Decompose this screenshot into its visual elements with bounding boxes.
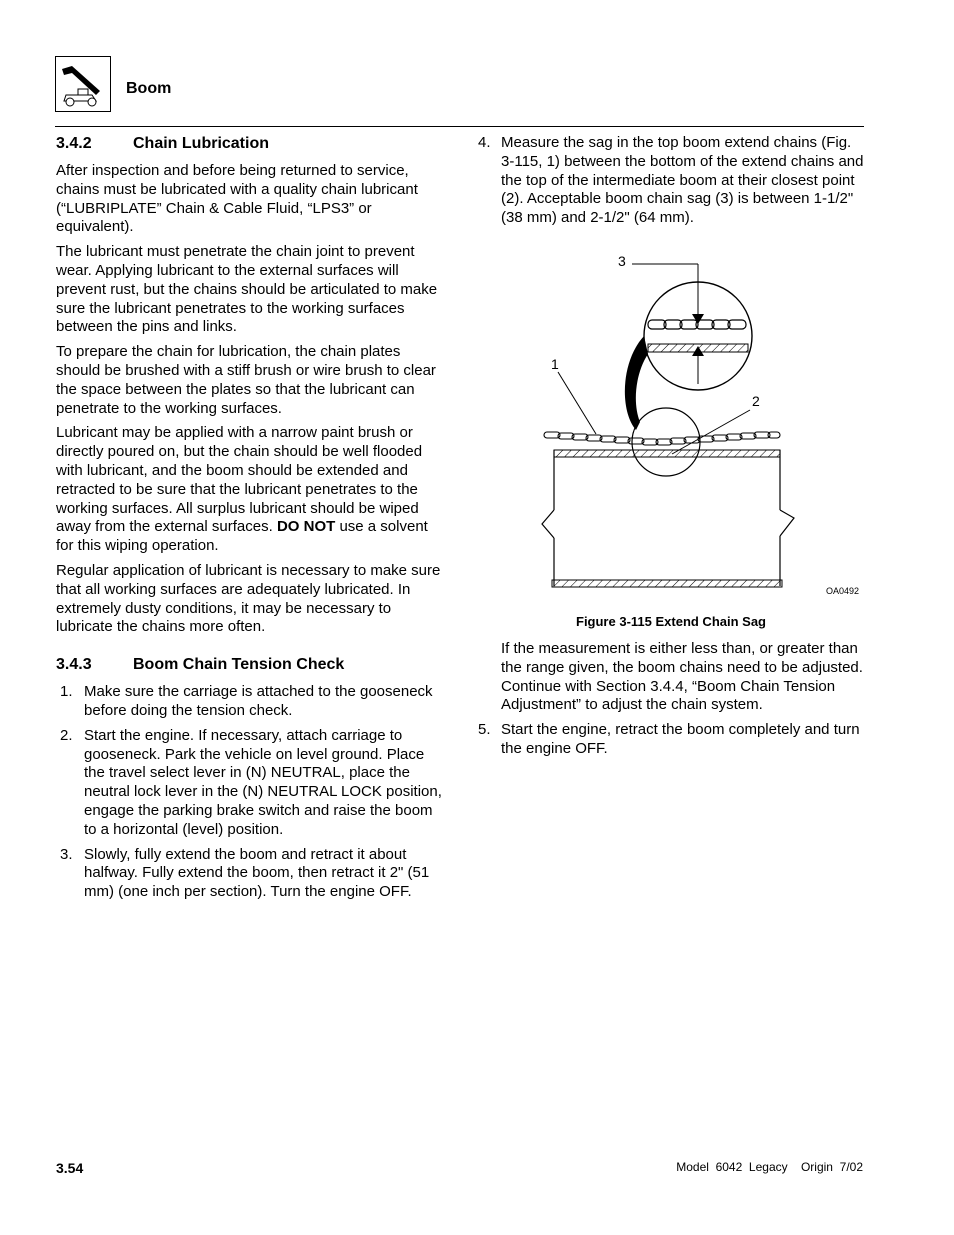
list-text: Measure the sag in the top boom extend chains (Fig. 3-115, 1) between the bottom of the extend chains and the top of the intermediate boom at their closest point (2). Acceptable boom chain sag (3) is between 1-1/2" (38 mm) and 2-1/2" (64 mm). bbox=[501, 134, 864, 227]
paragraph-text: Lubricant may be applied with a narrow paint brush or directly poured on, but the chain should be well flooded with lubricant, and the boom should be extended and retracted to be sure that the lubricant penetrates to the working surfaces. All surplus lubricant should be wiped away from the external surfaces. bbox=[56, 424, 423, 536]
list-text: Start the engine. If necessary, attach carriage to gooseneck. Park the vehicle on level ground. Place the travel select lever in (N) NEUTRAL, place the neutral lock lever in the (N) NEUTRAL LOCK position, engage the parking brake switch and raise the boom to a horizontal (level) position. bbox=[84, 726, 442, 838]
list-number: 3. bbox=[60, 845, 73, 863]
list-item bbox=[56, 727, 446, 840]
paragraph: After inspection and before being returned to service, chains must be lubricated with a quality chain lubricant (“LUBRIPLATE” Chain & Cable Fluid, “LPS3” or equivalent). bbox=[56, 162, 418, 236]
paragraph bbox=[56, 424, 446, 556]
callout-2: 2 bbox=[752, 393, 760, 409]
paragraph: The lubricant must penetrate the chain joint to prevent wear. Applying lubricant to the external surfaces will prevent rust, but the chains should be articulated to make sure the lubricant penetrates to the working surfaces between the pins and links. bbox=[56, 243, 438, 336]
list-number: 4. bbox=[478, 134, 491, 151]
chain-sag-diagram bbox=[540, 252, 865, 602]
callout-1: 1 bbox=[551, 356, 559, 372]
callout-3: 3 bbox=[618, 253, 626, 269]
figure-extend-chain-sag bbox=[540, 252, 865, 602]
list-item bbox=[56, 683, 446, 721]
list-item bbox=[56, 846, 446, 902]
bold-warning: DO NOT bbox=[276, 518, 336, 536]
header-rule bbox=[55, 126, 864, 127]
figure-caption: Figure 3-115 Extend Chain Sag bbox=[576, 614, 766, 629]
list-item bbox=[478, 721, 864, 759]
left-column bbox=[56, 134, 446, 908]
right-column bbox=[478, 134, 864, 228]
paragraph: To prepare the chain for lubrication, the chain plates should be brushed with a stiff brush or wire brush to clear the space between the plates so that the lubricant can penetrate to the working surfaces. bbox=[56, 343, 436, 417]
footer-model: Model 6042 Legacy Origin 7/02 bbox=[676, 1160, 863, 1174]
list-text: Slowly, fully extend the boom and retract it about halfway. Fully extend the boom, then retract it 2" (51 mm) (one inch per section). Turn the engine OFF. bbox=[84, 845, 430, 901]
list-text: Start the engine, retract the boom completely and turn the engine OFF. bbox=[501, 721, 860, 757]
telehandler-icon bbox=[56, 57, 110, 111]
list-number: 2. bbox=[60, 726, 73, 744]
paragraph: Regular application of lubricant is necessary to make sure that all working surfaces are adequately lubricated. In extremely dusty conditions, it may be necessary to lubricate the chains more often. bbox=[56, 561, 441, 636]
paragraph-text: use a solvent for this wiping operation. bbox=[56, 518, 428, 555]
list-number: 1. bbox=[60, 683, 73, 701]
right-column-lower bbox=[478, 640, 864, 759]
section-heading-tension-check bbox=[56, 655, 446, 675]
section-number: 3.4.2 bbox=[56, 135, 92, 152]
boom-logo bbox=[55, 56, 111, 112]
list-number: 5. bbox=[478, 721, 491, 739]
section-heading-chain-lubrication bbox=[56, 134, 446, 154]
figure-code: OA0492 bbox=[826, 586, 860, 596]
paragraph: If the measurement is either less than, or greater than the range given, the boom chains need to be adjusted. Continue with Section 3.4.4, “Boom Chain Tension Adjustment” to adjust the chain system. bbox=[501, 640, 863, 714]
chain bbox=[544, 432, 780, 445]
header-section-name: Boom bbox=[126, 80, 172, 97]
list-text: Make sure the carriage is attached to the gooseneck before doing the tension check. bbox=[84, 683, 433, 719]
section-number: 3.4.3 bbox=[56, 656, 92, 674]
list-item bbox=[478, 134, 864, 228]
page-number: 3.54 bbox=[56, 1160, 84, 1176]
section-title: Chain Lubrication bbox=[133, 135, 269, 152]
section-title: Boom Chain Tension Check bbox=[133, 656, 345, 674]
